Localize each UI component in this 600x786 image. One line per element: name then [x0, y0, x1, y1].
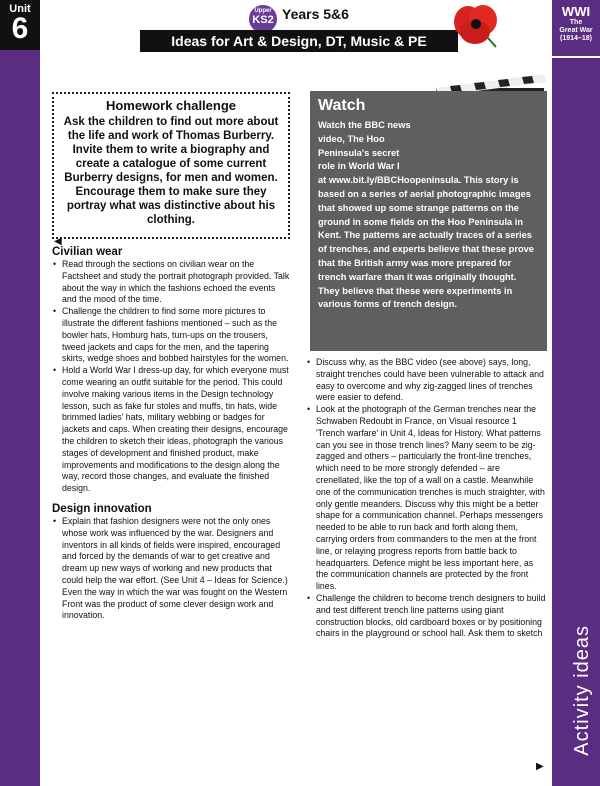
- years-label: Years 5&6: [282, 6, 349, 22]
- watch-line: at www.bit.ly/BBCHoopeninsula. This story is based on a series of aerial photographic images that showed up some strange patterns on the ground in some fields on the Hoo Peninsula in Kent. The patterns are actually traces of a series of trenches, and experts believe that these prove that the British army was more prepared for trench warfare than it was originally thought. They believe that these were experiments in various forms of trench design.: [318, 175, 534, 310]
- list-item: • Look at the photograph of the German trenches near the Schwaben Redoubt in France, on Visual resource 1 'Trench warfare' in Unit 4, Ideas for History. What patterns can you see in those trench lines? Many seem to be zig-zagged and others – particularly the front-line trenches, which need to be more strongly defended – are crenellated, like the top of a wall on a castle. Meanwhile one of the communication trenches is much straighter, with only gentle meanders. Discuss why this might be a better shape for a communication channel. Perhaps messengers needed to be able to run back and forth along them, carrying orders from commanders to the men at the front line, or relaying progress reports from battle back to headquarters. Defence might be less important here, as the communication channels are protected by the front lines.: [316, 404, 546, 593]
- page-title: Ideas for Art & Design, DT, Music & PE: [140, 30, 458, 52]
- left-sidebar: [0, 0, 40, 786]
- list-item: • Challenge the children to find some more pictures to illustrate the different fashions mentioned – such as the bowler hats, Homburg hats, turn-ups on the trousers, tweed jackets and caps for the men, and the tapering skirts, wedge shoes and bobbed hairstyles for the women.: [62, 306, 292, 365]
- list-item: • Challenge the children to become trench designers to build and test different trench line patterns using giant construction blocks, old cardboard boxes or by positioning chairs in the playground or school hall. Ask them to sketch: [316, 593, 546, 640]
- left-column: [52, 244, 292, 622]
- wwi-title: WWI: [561, 4, 591, 19]
- arrow-left-icon: ◀: [54, 236, 62, 247]
- design-list: [52, 516, 292, 622]
- right-sidebar: [552, 0, 600, 786]
- activity-ideas-label: Activity ideas: [571, 625, 593, 756]
- unit-badge: [0, 0, 40, 50]
- list-item: • Hold a World War I dress-up day, for which everyone must come wearing an outfit suitable for the period. This could involve making various items in the Design technology lesson, such as fake fur stoles and muffs, tin hats, wide brimmed ladies' hats, military webbing or badges for jackets and caps. When creating their designs, encourage the children to sketch their ideas, photograph the various stages of development and finished product, make improvements and modifications to the design along the way, record those changes, and evaluate the finished design.: [62, 365, 292, 495]
- ks2-main: KS2: [252, 14, 274, 26]
- poppy-icon: [450, 0, 500, 48]
- wwi-sub-2: Great War: [559, 27, 593, 34]
- list-item: • Discuss why, as the BBC video (see above) says, long, straight trenches could have been vulnerable to attack and easy to overcome and why zig-zagged lines of trenches were easier to defend.: [316, 357, 546, 404]
- wwi-sub-1: The: [569, 19, 583, 26]
- design-heading: Design innovation: [52, 502, 152, 515]
- homework-challenge-box: [52, 92, 290, 239]
- watch-body: [318, 119, 539, 312]
- watch-line: role in World War I: [318, 161, 400, 172]
- arrow-right-icon: ▶: [536, 761, 544, 772]
- unit-label: Unit: [9, 3, 31, 15]
- list-item: • Read through the sections on civilian wear on the Factsheet and study the portrait photograph provided. Talk about the way in which the fashions echoed the events and the mood of the time.: [62, 259, 292, 306]
- right-list: [306, 357, 546, 640]
- list-item: • Explain that fashion designers were not the only ones whose work was influenced by the war. Designers and inventors in all kinds of fields were inspired, encouraged and forced by the demands of war to get creative and dream up new ways of working and new products that could help the war effort. (See Unit 4 – Ideas for Science.) Even the way in which the war was fought on the Western Front was the product of some clever design work and innovation.: [62, 516, 292, 622]
- civilian-heading: Civilian wear: [52, 246, 123, 258]
- wwi-badge: [552, 0, 600, 58]
- watch-title: Watch: [318, 97, 366, 114]
- watch-line: video, The Hoo: [318, 133, 385, 144]
- unit-number: 6: [11, 12, 29, 45]
- civilian-list: [52, 259, 292, 495]
- homework-title: Homework challenge: [105, 98, 237, 113]
- right-column: [306, 357, 546, 640]
- homework-body: Ask the children to find out more about the life and work of Thomas Burberry. Invite them to write a biography and create a catalogue of some current Burberry designs, for men and women. Encourage them to make sure they portray what was distinctive about his clothing.: [63, 116, 279, 226]
- wwi-sub-3: (1914–18): [560, 35, 592, 42]
- ks2-upper: Upper: [254, 8, 272, 14]
- watch-line: Peninsula's secret: [318, 147, 400, 158]
- watch-box: [310, 91, 547, 351]
- watch-line: Watch the BBC news: [318, 120, 411, 130]
